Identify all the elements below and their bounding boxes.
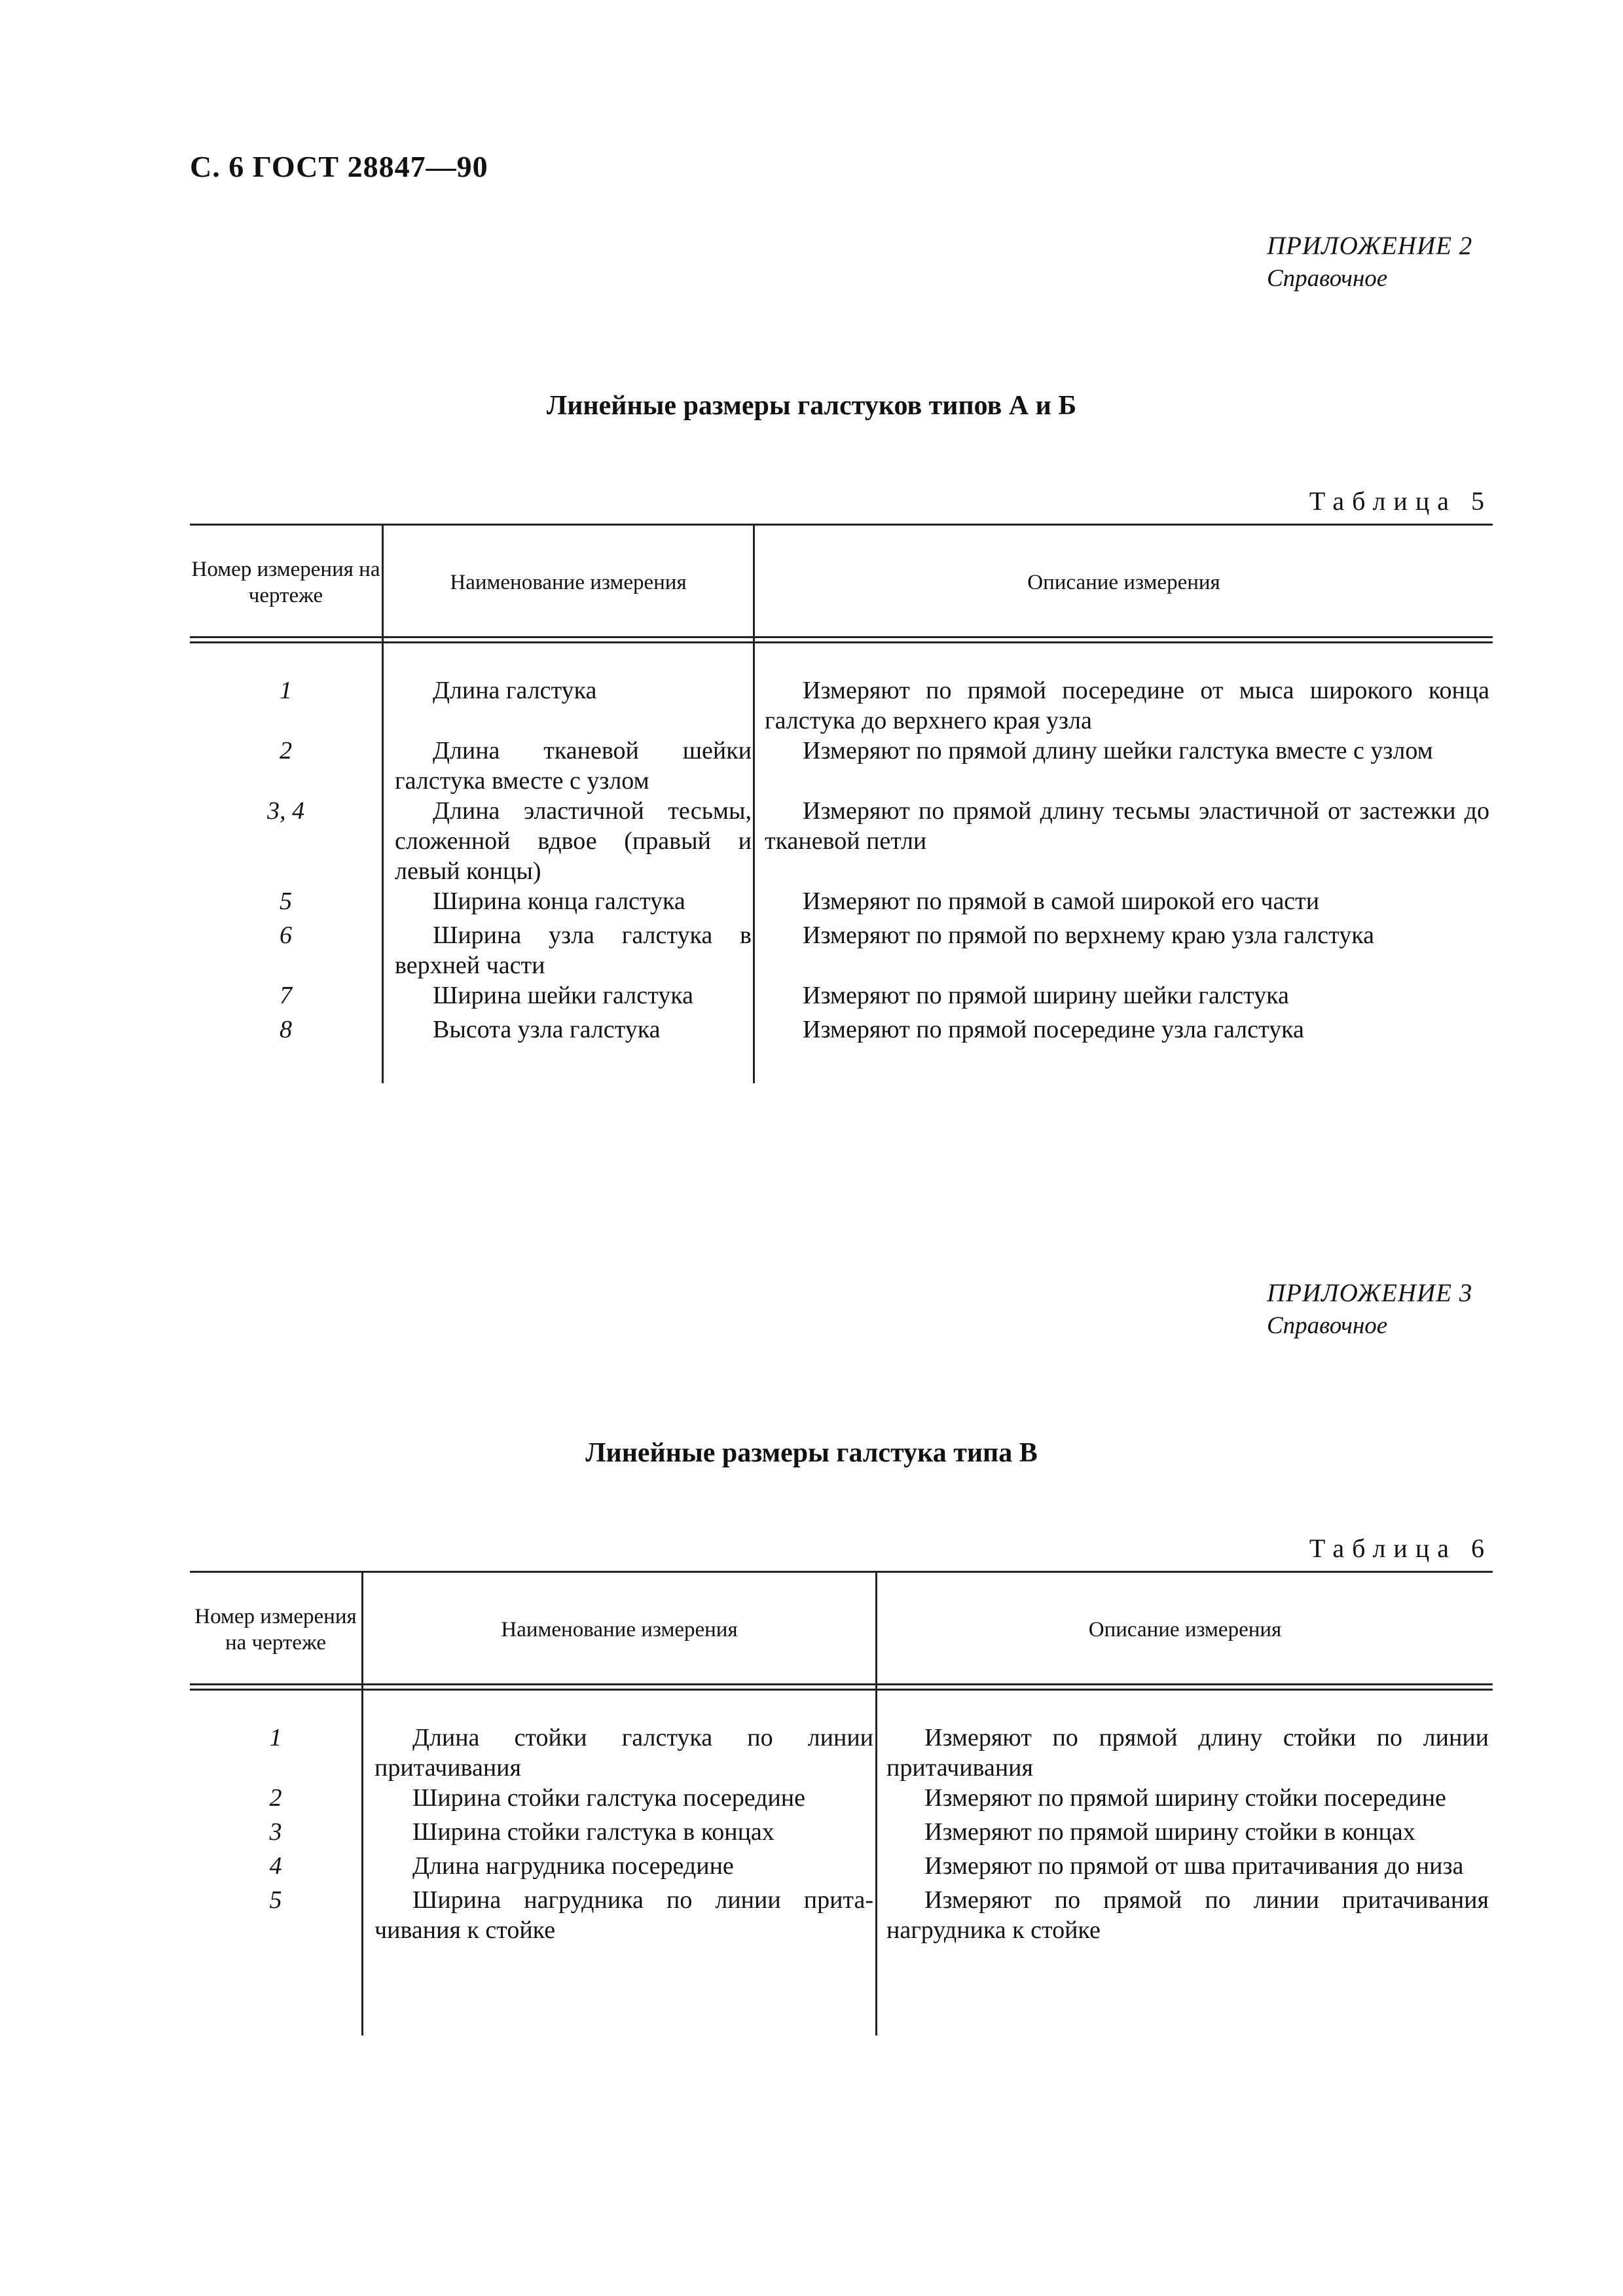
row-number: 3 xyxy=(269,1818,282,1846)
table-row xyxy=(190,1014,1493,1049)
row-name: Ширина конца галстука xyxy=(433,888,685,915)
table-row xyxy=(190,1885,1493,1945)
row-number: 1 xyxy=(280,677,292,704)
row-number: 5 xyxy=(269,1886,282,1914)
table-5-body xyxy=(190,675,1493,1049)
table-row xyxy=(190,675,1493,736)
table-6-header-rule-2 xyxy=(190,1689,1493,1691)
row-name: Длина эластичной тесьмы, сложенной вдвое (правый и левый концы) xyxy=(395,797,752,885)
section-2-title: Линейные размеры галстука типа В xyxy=(585,1438,1038,1468)
row-description: Измеряют по прямой в самой широкой его части xyxy=(803,888,1320,915)
table-row xyxy=(190,796,1493,886)
row-name: Ширина узла галстука в верхней части xyxy=(395,922,752,979)
table-5-header-rule-2 xyxy=(190,641,1493,643)
table-row xyxy=(190,1817,1493,1851)
row-name: Ширина нагрудника по линии прита-чивания к стойке xyxy=(374,1886,873,1944)
row-number: 5 xyxy=(280,888,292,915)
row-number: 4 xyxy=(269,1852,282,1880)
table-row xyxy=(190,1723,1493,1783)
row-number: 6 xyxy=(280,922,292,949)
row-number: 2 xyxy=(280,737,292,764)
table-5-header-name: Наименование измерения xyxy=(450,571,687,594)
table-row xyxy=(190,1783,1493,1817)
appendix-2-block xyxy=(1267,229,1483,295)
table-5-label: Таблица 5 xyxy=(1309,486,1492,516)
row-number: 7 xyxy=(280,982,292,1009)
row-name: Длина нагрудника посередине xyxy=(412,1852,734,1880)
row-description: Измеряют по прямой длину стойки по линии притачивания xyxy=(886,1724,1489,1782)
row-name: Ширина шейки галстука xyxy=(433,982,693,1009)
row-description: Измеряют по прямой посередине узла галстука xyxy=(803,1016,1304,1043)
row-name: Ширина стойки галстука посередине xyxy=(412,1784,806,1812)
row-name: Ширина стойки галстука в концах xyxy=(412,1818,775,1846)
section-1-title: Линейные размеры галстуков типов А и Б xyxy=(546,391,1077,421)
row-name: Длина тканевой шейки галстука вместе с узлом xyxy=(395,737,752,795)
row-description: Измеряют по прямой посередине от мыса широкого конца галстука до верхнего края узла xyxy=(765,677,1489,734)
row-number: 8 xyxy=(280,1016,292,1043)
appendix-2-subtitle: Справочное xyxy=(1267,265,1388,292)
table-5-header-description: Описание измерения xyxy=(1027,571,1220,594)
appendix-3-block xyxy=(1267,1276,1483,1342)
row-number: 1 xyxy=(269,1724,282,1751)
table-row xyxy=(190,886,1493,920)
row-description: Измеряют по прямой длину шейки галстука вместе с узлом xyxy=(803,737,1433,764)
row-name: Длина галстука xyxy=(433,677,597,704)
table-6-header-number: Номер измерения на чертеже xyxy=(194,1605,357,1655)
table-6-header-name: Наименование измерения xyxy=(501,1618,738,1641)
table-5-header-rule xyxy=(190,636,1493,638)
table-5 xyxy=(190,524,1493,1083)
table-6-header-rule xyxy=(190,1683,1493,1685)
appendix-2-title: ПРИЛОЖЕНИЕ 2 xyxy=(1267,232,1473,260)
row-number: 3, 4 xyxy=(267,797,304,825)
row-description: Измеряют по прямой по верхнему краю узла галстука xyxy=(803,922,1375,949)
table-6-header-description: Описание измерения xyxy=(1088,1618,1282,1641)
table-6-body xyxy=(190,1723,1493,1945)
table-6 xyxy=(190,1571,1493,2036)
row-description: Измеряют по прямой ширину стойки в концах xyxy=(924,1818,1415,1846)
table-row xyxy=(190,980,1493,1014)
row-number: 2 xyxy=(269,1784,282,1812)
table-row xyxy=(190,1851,1493,1885)
table-row xyxy=(190,920,1493,980)
table-6-top-rule xyxy=(190,1571,1493,1573)
appendix-3-title: ПРИЛОЖЕНИЕ 3 xyxy=(1267,1279,1473,1307)
row-description: Измеряют по прямой от шва притачивания до низа xyxy=(924,1852,1464,1880)
row-name: Высота узла галстука xyxy=(433,1016,661,1043)
row-description: Измеряют по прямой ширину шейки галстука xyxy=(803,982,1289,1009)
row-name: Длина стойки галстука по линии притачивания xyxy=(374,1724,873,1782)
row-description: Измеряют по прямой по линии притачивания нагрудника к стойке xyxy=(886,1886,1489,1944)
table-5-top-rule xyxy=(190,524,1493,526)
row-description: Измеряют по прямой длину тесьмы эластичной от застежки до тканевой петли xyxy=(765,797,1489,855)
row-description: Измеряют по прямой ширину стойки посередине xyxy=(924,1784,1446,1812)
appendix-3-subtitle: Справочное xyxy=(1267,1312,1388,1339)
page-header: С. 6 ГОСТ 28847—90 xyxy=(190,150,488,183)
table-6-label: Таблица 6 xyxy=(1309,1534,1492,1563)
table-row xyxy=(190,736,1493,796)
table-5-header-number: Номер измерения на чертеже xyxy=(191,558,380,607)
